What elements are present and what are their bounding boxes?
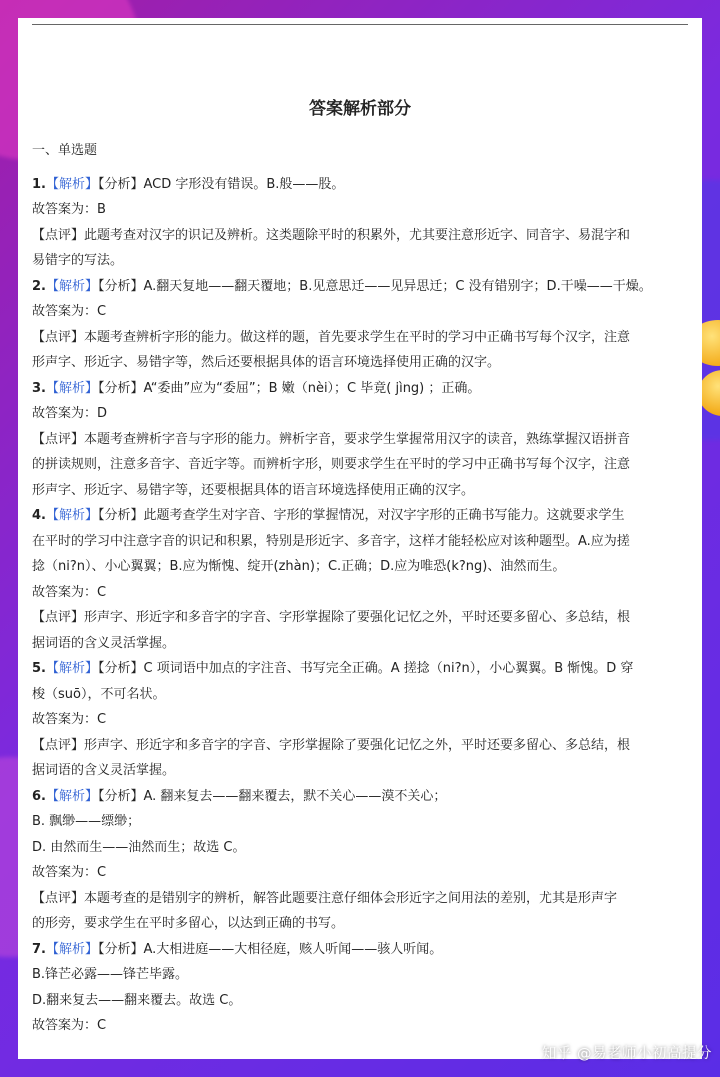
line-text: 【点评】形声字、形近字和多音字的字音、字形掌握除了要强化记忆之外，平时还要多留心、多总结，根 <box>32 610 631 625</box>
line-text: 故答案为：C <box>32 584 107 600</box>
item-number: 1. <box>32 176 46 192</box>
answer-line <box>32 733 688 759</box>
line-text: 【分析】此题考查学生对字音、字形的掌握情况，对汉字字形的正确书写能力。这就要求学生 <box>98 508 625 523</box>
jiexi-tag: 【解析】 <box>45 788 98 804</box>
line-text: 【分析】A. 翻来复去——翻来覆去，默不关心——漠不关心； <box>98 788 447 804</box>
answer-line <box>32 835 688 861</box>
line-text: 【点评】本题考查辨析字形的能力。做这样的题，首先要求学生在平时的学习中正确书写每个汉字，注意 <box>32 329 631 345</box>
answer-line <box>32 962 688 988</box>
line-text: B. 飘缈——缥缈； <box>32 814 141 829</box>
item-number: 3. <box>32 380 46 396</box>
line-text: D.翻来复去——翻来覆去。故选 C。 <box>32 992 242 1008</box>
item-number: 2. <box>32 278 46 294</box>
item-number: 5. <box>32 661 46 676</box>
line-text: 在平时的学习中注意字音的识记和积累，特别是形近字、多音字，这样才能轻松应对该种题型。A.应为搓 <box>32 533 630 549</box>
item-number: 4. <box>32 508 46 523</box>
line-text: 故答案为：C <box>32 865 107 880</box>
line-text: 的形旁，要求学生在平时多留心，以达到正确的书写。 <box>32 916 345 931</box>
jiexi-tag: 【解析】 <box>45 508 98 523</box>
answer-line <box>32 299 688 325</box>
question-item <box>32 376 688 402</box>
document-page <box>18 18 702 1059</box>
line-text: 故答案为：C <box>32 304 107 319</box>
header-rule <box>32 24 688 25</box>
line-text: D. 由然而生——油然而生；故选 C。 <box>32 839 246 855</box>
item-number: 6. <box>32 788 46 804</box>
answer-line <box>32 197 688 223</box>
answer-line <box>32 1013 688 1039</box>
answer-line <box>32 988 688 1014</box>
line-text: 故答案为：C <box>32 1018 107 1033</box>
line-text: 【分析】ACD 字形没有错误。B.般——股。 <box>98 176 345 192</box>
item-number: 7. <box>32 941 46 957</box>
answer-line <box>32 758 688 784</box>
line-text: 形声字、形近字、易错字等，然后还要根据具体的语言环境选择使用正确的汉字。 <box>32 355 501 370</box>
answer-line <box>32 223 688 249</box>
line-text: 故答案为：D <box>32 406 108 421</box>
line-text: 捻（ni?n）、小心翼翼；B.应为惭愧、绽开(zhàn)；C.正确；D.应为唯恐(k?ng)、油然而生。 <box>32 559 566 574</box>
line-text: B.锋芒必露——锋芒毕露。 <box>32 967 189 982</box>
answer-line <box>32 350 688 376</box>
question-item <box>32 937 688 963</box>
line-text: 梭（suō），不可名状。 <box>32 686 166 702</box>
answer-line <box>32 248 688 274</box>
page-title: 答案解析部分 <box>309 99 411 119</box>
line-text: 【分析】A.大相进庭——大相径庭，赅人听闻——骇人听闻。 <box>98 941 443 957</box>
answer-line <box>32 605 688 631</box>
jiexi-tag: 【解析】 <box>45 380 98 396</box>
answer-line <box>32 809 688 835</box>
line-text: 故答案为：B <box>32 202 106 217</box>
line-text: 【分析】A.翻天复地——翻天覆地；B.见意思迁——见异思迁；C 没有错别字；D.干噪——干燥。 <box>98 278 652 294</box>
question-item <box>32 172 688 198</box>
answer-line <box>32 886 688 912</box>
answer-line <box>32 580 688 606</box>
answer-line <box>32 478 688 504</box>
line-text: 易错字的写法。 <box>32 253 124 268</box>
question-item <box>32 503 688 529</box>
answer-line <box>32 529 688 555</box>
answer-line <box>32 707 688 733</box>
answer-line <box>32 401 688 427</box>
question-item <box>32 784 688 810</box>
answer-line <box>32 682 688 708</box>
line-text: 据词语的含义灵活掌握。 <box>32 635 176 651</box>
line-text: 【分析】C 项词语中加点的字注音、书写完全正确。A 搓捻（ni?n），小心翼翼。B 惭愧。D 穿 <box>98 661 634 676</box>
jiexi-tag: 【解析】 <box>45 176 98 192</box>
line-text: 【点评】此题考查对汉字的识记及辨析。这类题除平时的积累外，尤其要注意形近字、同音字、易混字和 <box>32 227 631 243</box>
answer-line <box>32 427 688 453</box>
watermark: 知乎 @易老师小初高提分 <box>541 1046 712 1062</box>
question-item <box>32 656 688 682</box>
line-text: 【点评】形声字、形近字和多音字的字音、字形掌握除了要强化记忆之外，平时还要多留心、多总结，根 <box>32 737 631 753</box>
line-text: 故答案为：C <box>32 712 107 727</box>
jiexi-tag: 【解析】 <box>45 278 98 294</box>
answer-line <box>32 554 688 580</box>
section-heading: 一、单选题 <box>32 143 98 158</box>
line-text: 的拼读规则，注意多音字、音近字等。而辨析字形，则要求学生在平时的学习中正确书写每个汉字，注意 <box>32 457 631 472</box>
answer-line <box>32 325 688 351</box>
jiexi-tag: 【解析】 <box>45 941 98 957</box>
answer-line <box>32 911 688 937</box>
line-text: 据词语的含义灵活掌握。 <box>32 763 176 778</box>
answer-line <box>32 631 688 657</box>
line-text: 【点评】本题考查辨析字音与字形的能力。辨析字音，要求学生掌握常用汉字的读音，熟练掌握汉语拼音 <box>32 431 631 447</box>
question-item <box>32 274 688 300</box>
answer-line <box>32 452 688 478</box>
line-text: 【点评】本题考查的是错别字的辨析，解答此题要注意仔细体会形近字之间用法的差别，尤其是形声字 <box>32 890 618 906</box>
line-text: 形声字、形近字、易错字等，还要根据具体的语言环境选择使用正确的汉字。 <box>32 482 475 498</box>
jiexi-tag: 【解析】 <box>45 661 98 676</box>
answer-line <box>32 860 688 886</box>
answer-content <box>32 138 688 1039</box>
line-text: 【分析】A“委曲”应为“委屈”；B 嫩（nèi）；C 毕竟( jìng) ；正确。 <box>98 380 481 396</box>
